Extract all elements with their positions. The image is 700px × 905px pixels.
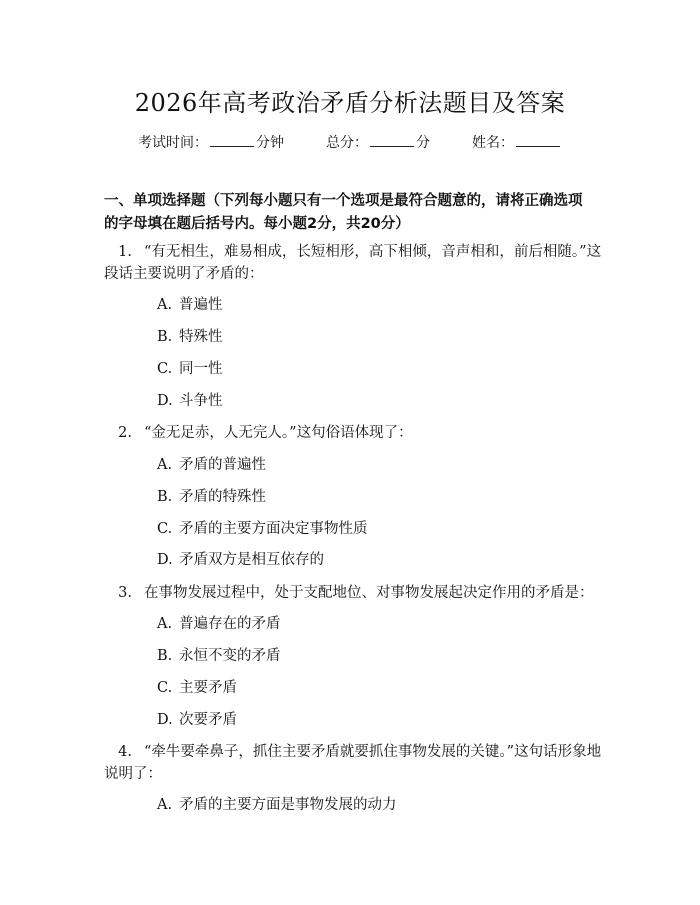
option-2a [157,455,266,475]
option-1c [157,359,223,379]
question-number: 4. [118,744,132,760]
option-letter: A. [157,457,173,473]
option-text: 普遍存在的矛盾 [179,616,281,632]
option-text: 矛盾的主要方面决定事物性质 [179,521,368,537]
student-name-blank [516,132,560,147]
option-text: 普遍性 [179,297,223,313]
exam-time-label: 考试时间： [138,135,208,151]
total-score-field [326,132,430,152]
option-text: 矛盾的主要方面是事物发展的动力 [179,797,397,813]
question-text: “牵牛要牵鼻子，抓住主要矛盾就要抓住事物发展的关键。”这句话形象地说明了： [104,744,602,782]
section-heading: 一、单项选择题（下列每小题只有一个选项是最符合题意的，请将正确选项的字母填在题后括号内。每小题2分，共20分） [104,193,583,232]
option-letter: D. [157,712,173,728]
option-letter: C. [157,361,173,377]
option-letter: D. [157,552,173,568]
option-text: 永恒不变的矛盾 [179,648,281,664]
option-letter: B. [157,329,173,345]
option-2c [157,519,368,539]
option-1d [157,391,223,411]
option-4a [157,795,397,815]
option-3d [157,710,237,730]
question-2 [104,422,604,444]
question-number: 1. [118,244,132,260]
option-3b [157,646,281,666]
option-3a [157,614,281,634]
question-4 [104,741,604,785]
option-letter: C. [157,680,173,696]
option-1a [157,295,223,315]
option-text: 矛盾的特殊性 [179,489,266,505]
option-letter: A. [157,616,173,632]
question-1 [104,241,604,285]
question-text: “有无相生，难易相成，长短相形，高下相倾，音声相和，前后相随。”这段话主要说明了矛盾的： [104,244,602,282]
question-3 [104,582,604,604]
option-letter: A. [157,797,173,813]
question-number: 3. [118,585,132,601]
option-letter: B. [157,648,173,664]
option-letter: D. [157,393,173,409]
option-letter: C. [157,521,173,537]
question-text: 在事物发展过程中，处于支配地位、对事物发展起决定作用的矛盾是： [144,585,594,601]
option-2d [157,550,324,570]
option-1b [157,327,223,347]
option-letter: A. [157,297,173,313]
question-number: 2. [118,425,132,441]
page-title: 2026年高考政治矛盾分析法题目及答案 [134,89,566,117]
exam-time-unit: 分钟 [256,135,284,151]
option-text: 同一性 [179,361,223,377]
option-text: 矛盾的普遍性 [179,457,266,473]
option-letter: B. [157,489,173,505]
total-score-blank [370,132,414,147]
option-text: 主要矛盾 [179,680,237,696]
student-name-label: 姓名： [472,135,514,151]
option-2b [157,487,266,507]
total-score-label: 总分： [326,135,368,151]
exam-info [0,132,700,152]
option-text: 次要矛盾 [179,712,237,728]
exam-time-blank [210,132,254,147]
option-text: 特殊性 [179,329,223,345]
option-3c [157,678,237,698]
question-text: “金无足赤，人无完人。”这句俗语体现了： [144,425,413,441]
student-name-field [472,132,562,152]
total-score-unit: 分 [416,135,430,151]
option-text: 矛盾双方是相互依存的 [179,552,324,568]
exam-time-field [138,132,284,152]
option-text: 斗争性 [179,393,223,409]
